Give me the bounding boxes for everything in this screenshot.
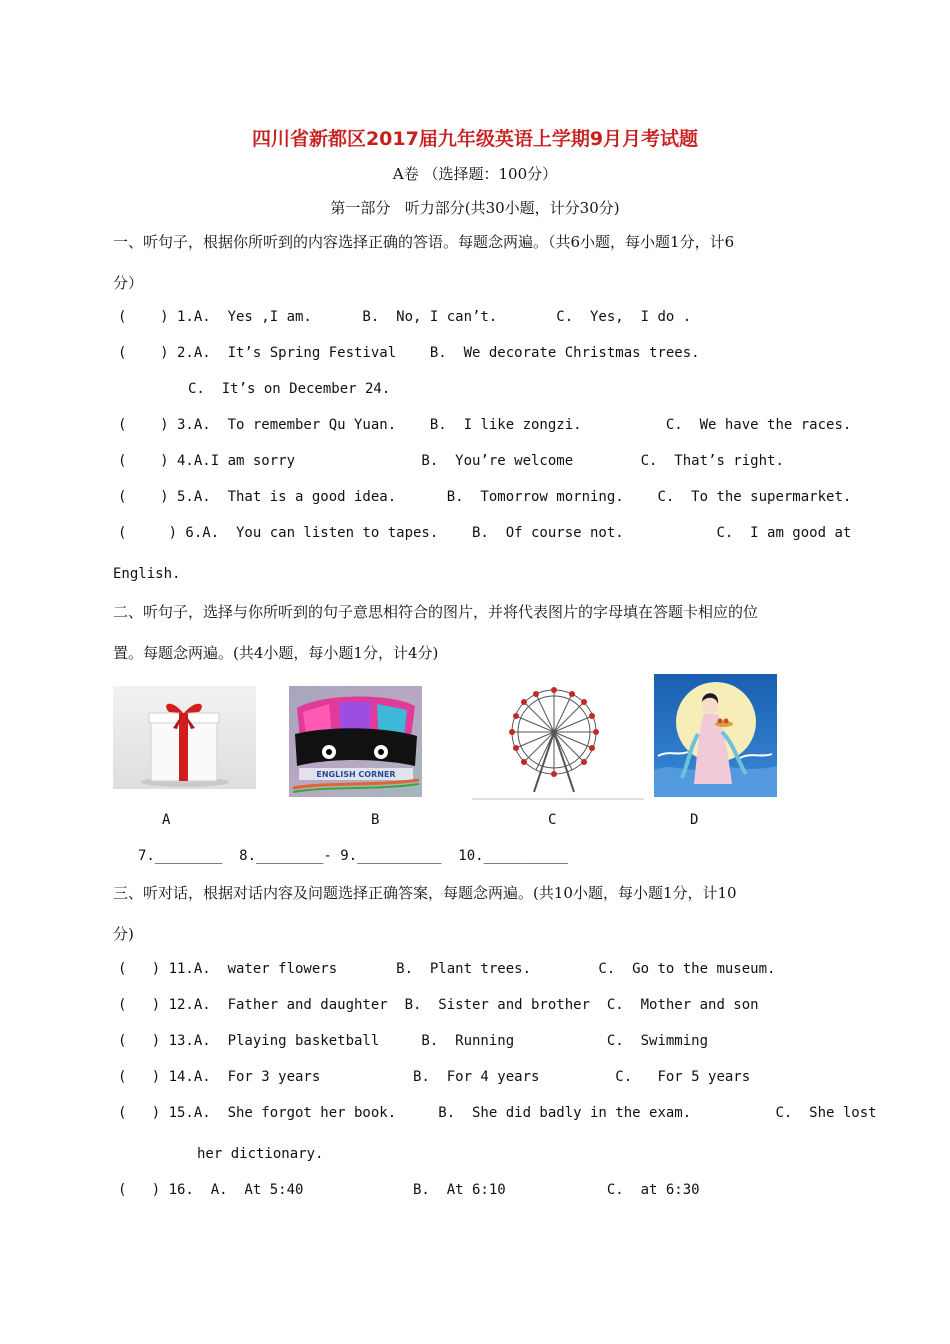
- picture-label-b: B: [371, 812, 380, 828]
- exam-subtitle: A卷 （选择题：100分）: [392, 165, 558, 183]
- picture-label-c: C: [548, 812, 557, 828]
- question-6-cont: English.: [113, 566, 181, 582]
- question-12: ( ) 12.A. Father and daughter B. Sister and brother C. Mother and son: [118, 997, 759, 1013]
- answer-blanks: 7.________ 8.________- 9.__________ 10.__________: [138, 848, 568, 864]
- picture-label-a: A: [162, 812, 171, 828]
- question-2: ( ) 2.A. It’s Spring Festival B. We decorate Christmas trees.: [118, 345, 700, 361]
- ferris-wheel-image: [472, 682, 644, 806]
- section1-instruction-cont: 分）: [113, 274, 144, 292]
- picture-label-d: D: [690, 812, 699, 828]
- section3-instruction-cont: 分): [113, 925, 134, 943]
- question-15-cont: her dictionary.: [197, 1146, 324, 1162]
- question-14: ( ) 14.A. For 3 years B. For 4 years C. For 5 years: [118, 1069, 751, 1085]
- question-3: ( ) 3.A. To remember Qu Yuan. B. I like zongzi. C. We have the races.: [118, 417, 852, 433]
- question-6: ( ) 6.A. You can listen to tapes. B. Of course not. C. I am good at: [118, 525, 852, 541]
- section1-instruction: 一、听句子，根据你所听到的内容选择正确的答语。每题念两遍。（共6小题，每小题1分，计6: [113, 233, 735, 251]
- english-corner-text: ENGLISH CORNER: [316, 770, 396, 779]
- question-2-option-c: C. It’s on December 24.: [188, 381, 391, 397]
- question-11: ( ) 11.A. water flowers B. Plant trees. C. Go to the museum.: [118, 961, 776, 977]
- english-corner-image: [289, 686, 422, 797]
- exam-title: 四川省新都区2017届九年级英语上学期9月月考试题: [251, 128, 699, 150]
- question-1: ( ) 1.A. Yes ,I am. B. No, I can’t. C. Yes, I do .: [118, 309, 692, 325]
- part-heading: 第一部分 听力部分(共30小题，计分30分): [330, 199, 620, 217]
- question-16: ( ) 16. A. At 5:40 B. At 6:10 C. at 6:30: [118, 1182, 700, 1198]
- section2-instruction-cont: 置。每题念两遍。(共4小题，每小题1分，计4分): [113, 644, 439, 662]
- mid-autumn-image: [654, 674, 777, 797]
- question-5: ( ) 5.A. That is a good idea. B. Tomorrow morning. C. To the supermarket.: [118, 489, 852, 505]
- section3-instruction: 三、听对话，根据对话内容及问题选择正确答案，每题念两遍。(共10小题，每小题1分，计10: [113, 884, 737, 902]
- gift-box-image: [113, 686, 256, 789]
- question-4: ( ) 4.A.I am sorry B. You’re welcome C. That’s right.: [118, 453, 784, 469]
- question-15: ( ) 15.A. She forgot her book. B. She did badly in the exam. C. She lost: [118, 1105, 877, 1121]
- section2-instruction: 二、听句子，选择与你所听到的句子意思相符合的图片，并将代表图片的字母填在答题卡相应的位: [113, 603, 759, 621]
- question-13: ( ) 13.A. Playing basketball B. Running C. Swimming: [118, 1033, 709, 1049]
